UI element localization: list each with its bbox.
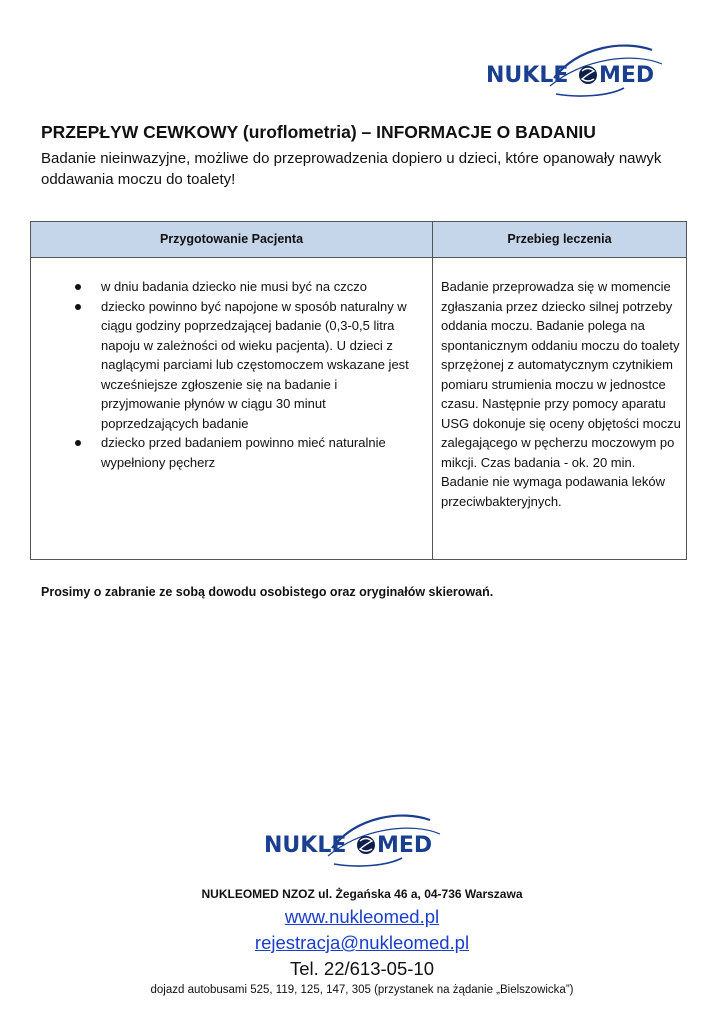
footer-transport: dojazd autobusami 525, 119, 125, 147, 305 (przystanek na żądanie „Bielszowicka”) xyxy=(150,984,574,996)
footer-phone: Tel. 22/613-05-10 xyxy=(290,958,434,979)
logo-text-right: MED xyxy=(599,63,655,88)
bullet-icon xyxy=(75,284,81,290)
table-column-divider xyxy=(432,222,433,559)
website-link[interactable]: www.nukleomed.pl xyxy=(284,906,440,927)
nukleomed-logo-icon xyxy=(484,38,680,100)
list-item xyxy=(71,297,411,434)
info-table xyxy=(30,221,687,560)
list-item-text: w dniu badania dziecko nie musi być na czczo xyxy=(101,279,367,294)
preparation-list xyxy=(71,277,411,472)
page-title: PRZEPŁYW CEWKOWY (uroflometria) – INFORMACJE O BADANIU xyxy=(41,122,596,142)
list-item xyxy=(71,277,411,297)
logo-text-left: NUKLE xyxy=(486,63,569,88)
list-item xyxy=(71,433,411,472)
col-header-preparation: Przygotowanie Pacjenta xyxy=(159,232,304,246)
documents-note: Prosimy o zabranie ze sobą dowodu osobistego oraz oryginałów skierowań. xyxy=(41,585,494,599)
col-header-procedure: Przebieg leczenia xyxy=(507,232,612,246)
bullet-icon xyxy=(75,304,81,310)
logo-text-left: NUKLE xyxy=(264,833,347,858)
nukleomed-logo-icon xyxy=(262,808,458,870)
logo-text-right: MED xyxy=(377,833,433,858)
procedure-description: Badanie przeprowadza się w momencie zgłaszania przez dziecko silnej potrzeby oddania moczu. Badanie polega na spontanicznym oddaniu moczu do toalety sprzężonej z automatycznym czytnikiem pomiaru strumienia moczu w jednostce czasu. Następnie przy pomocy aparatu USG dokonuje się oceny objętości moczu zalegającego w pęcherzu moczowym po mikcji. Czas badania - ok. 20 min. Badanie nie wymaga podawania leków przeciwbakteryjnych. xyxy=(441,279,681,509)
page-subtitle: Badanie nieinwazyjne, możliwe do przeprowadzenia dopiero u dzieci, które opanowały nawyk oddawania moczu do toalety! xyxy=(41,150,662,188)
footer-address: NUKLEOMED NZOZ ul. Żegańska 46 a, 04-736 Warszawa xyxy=(201,887,523,901)
bullet-icon xyxy=(75,440,81,446)
footer xyxy=(0,884,724,998)
list-item-text: dziecko przed badaniem powinno mieć naturalnie wypełniony pęcherz xyxy=(101,435,386,470)
list-item-text: dziecko powinno być napojone w sposób naturalny w ciągu godziny poprzedzającej badanie (0,3-0,5 litra napoju w zależności od wieku pacjenta). U dzieci z naglącymi parciami lub częstomoczem wskazane jest wcześniejsze zgłoszenie się na badanie i przyjmowanie płynów w ciągu 30 minut poprzedzających badanie xyxy=(101,298,409,431)
nukleomed-logo-bottom xyxy=(262,808,458,870)
email-link[interactable]: rejestracja@nukleomed.pl xyxy=(254,932,470,953)
nukleomed-logo-top xyxy=(484,38,680,100)
